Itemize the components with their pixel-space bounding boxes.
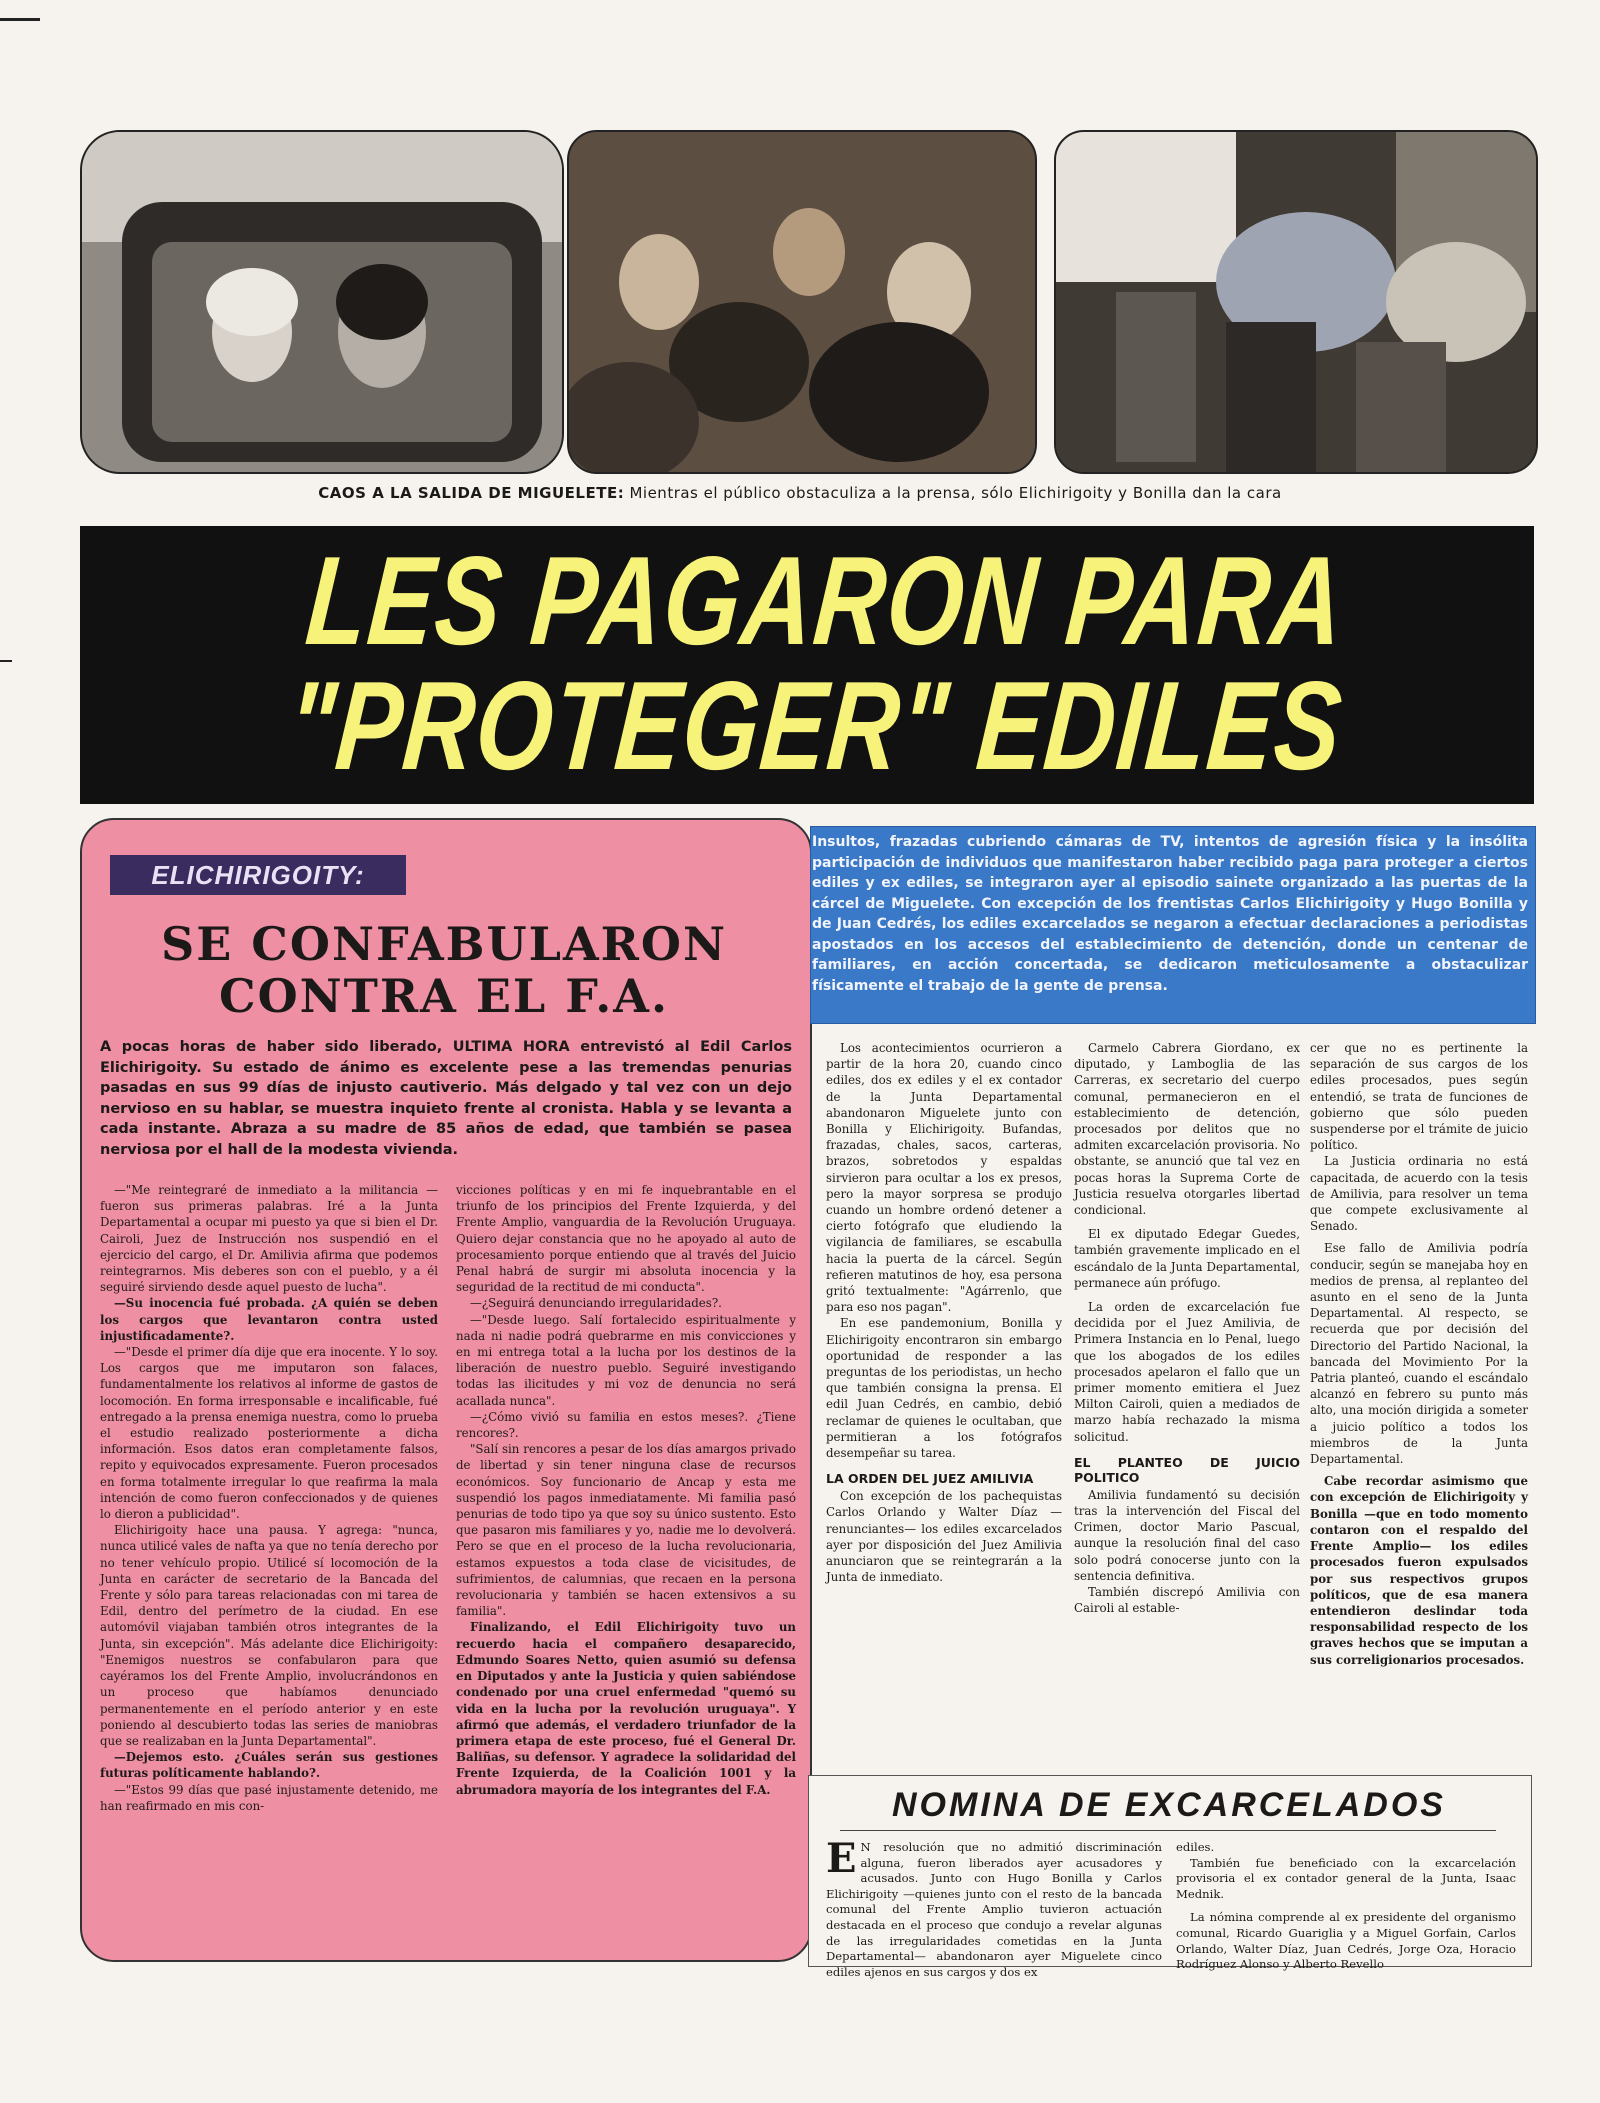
margin-mark xyxy=(0,18,40,21)
release-list-column-2 xyxy=(1176,1840,1516,1973)
lead-text: Insultos, frazadas cubriendo cámaras de TV, intentos de agresión física y la insólita participación de individuos que manifestaron haber recibido paga para proteger a ciertos ediles y ex ediles, se integraron ayer al episodio sainete organizado a las puertas de la cárcel de Miguelete. Con excepción de los frentistas Carlos Elichirigoity y Hugo Bonilla y de Juan Cedrés, los ediles excarcelados se negaron a efectuar declaraciones a periodistas apostados en los accesos del establecimiento de detención, donde un centenar de familiares, en acción concertada, se dedicaron meticulosamente a obstaculizar físicamente el trabajo de la gente de prensa. xyxy=(812,834,1528,994)
paragraph: vicciones políticas y en mi fe inquebrantable en el triunfo de los principios del Frente Izquierda, y del Frente Amplio, vanguardia de la Revolución Uruguaya. Quiero dejar constancia que no he apoyado al auto de procesamiento porque entiendo que al través del Juicio Penal habrá de surgir mi absoluta inocencia y la seguridad de la rectitud de mi conducta". xyxy=(456,1183,796,1295)
paragraph: También discrepó Amilivia con Cairoli al estable- xyxy=(1074,1585,1300,1616)
paragraph: "Salí sin rencores a pesar de los días amargos privado de libertad y sin tener ninguna clase de recursos económicos. Soy funcionario de Ancap y esta me suspendió los pagos inmediatamente. Mi familia pasó penurias de todo tipo ya que soy su único sustento. Esto que pasaron mis familiares y yo, nadie me lo devolverá. Pero se que en el proceso de la lucha revolucionaria, estamos expuestos a toda clase de vicisitudes, de sufrimientos, de calumnias, que recaen en la persona revolucionaria y también se hacen extensivos a su familia". xyxy=(456,1442,796,1619)
interview-tag: ELICHIRIGOITY: xyxy=(110,855,406,895)
paragraph: Finalizando, el Edil Elichirigoity tuvo un recuerdo hacia el compañero desaparecido, Edmundo Soares Netto, quien asumió su defensa en Diputados y ante la Justicia y quien sabiéndose condenado por una cruel enfermedad "quemó su vida en la lucha por la revolución uruguaya". Y afirmó que además, el verdadero triunfador de la primera etapa de este proceso, fué el General Dr. Baliñas, su defensor. Y agradece la solidaridad del Frente Izquierda, de la Coalición 1001 y la abrumadora mayoría de los integrantes del F.A. xyxy=(456,1620,796,1797)
paragraph: En ese pandemonium, Bonilla y Elichirigoity encontraron sin embargo oportunidad de responder a las preguntas de los periodistas, un hecho que también consigna la prensa. El edil Juan Cedrés, en cambio, debió reclamar de quienes le ocultaban, que permitieran a los fotógrafos desempeñar su tarea. xyxy=(826,1316,1062,1461)
subheading: LA ORDEN DEL JUEZ AMILIVIA xyxy=(826,1471,1034,1487)
paragraph: Los acontecimientos ocurrieron a partir de la hora 20, cuando cinco ediles, dos ex ediles y el ex contador de la Junta Departamental abandonaron Miguelete junto con Bonilla y Elichirigoity. Bufandas, frazadas, chales, sacos, carteras, brazos, sobretodos y espaldas sirvieron para ocultar a los ex presos, pero la mayor sorpresa se produjo cuando un hombre ordenó detener a cierto fotógrafo que eludiendo la vigilancia de familiares, se escabulla hacia la puerta de la cárcel. Según refieren matutinos de hoy, esa persona gritó textualmente: "Agárrenlo, que para eso nos pagan". xyxy=(826,1041,1062,1315)
interview-headline-line-1: SE CONFABULARON xyxy=(160,917,728,971)
paragraph: Elichirigoity hace una pausa. Y agrega: "nunca, nunca utilicé vales de nafta ya que no tenía derecho por no tener vehículo propio. Utilicé sí locomoción de la Junta en carácter de secretario de la Bancada del Frente y sólo para tareas relacionadas con mi tarea de Edil, dentro del perímetro de la ciudad. En ese automóvil viajaban también otros integrantes de la Junta, sin excepción". Más adelante dice Elichirigoity: "Enemigos nuestros se confabularon para que cayéramos los del Frente Amplio, involucrándonos en un proceso que habíamos denunciado permanentemente en el período anterior y en este poniendo al descubierto todas las series de maniobras que se realizaban en la Junta Departamental". xyxy=(100,1523,438,1748)
interview-column-1 xyxy=(100,1182,438,1814)
release-list-title: NOMINA DE EXCARCELADOS xyxy=(892,1786,1446,1824)
question: —¿Seguirá denunciando irregularidades?. xyxy=(470,1296,722,1311)
margin-mark xyxy=(0,660,12,662)
paragraph: La nómina comprende al ex presidente del organismo comunal, Ricardo Guariglia y a Miguel Gorfain, Carlos Orlando, Walter Díaz, Juan Cedrés, Jorge Oza, Horacio Rodríguez Alonso y Alberto Revello xyxy=(1176,1910,1516,1972)
paragraph: Con excepción de los pachequistas Carlos Orlando y Walter Díaz —renunciantes— los ediles excarcelados ayer por disposición del Juez Amilivia anunciaron que se reintegrarán a la Junta de inmediato. xyxy=(826,1489,1062,1585)
report-column-3 xyxy=(1310,1040,1528,1668)
headline-line-2: "PROTEGER" EDILES xyxy=(282,655,1348,796)
paragraph: —"Desde luego. Salí fortalecido espiritualmente y nada ni nadie podrá quebrarme en mis convicciones y en mi entrega total a la lucha por los destinos de la liberación de nuestro pueblo. Seguiré investigando todas las ilicitudes y mi voz de denuncia no será acallada nunca". xyxy=(456,1312,796,1408)
interview-column-2 xyxy=(456,1182,796,1798)
question: —Dejemos esto. ¿Cuáles serán sus gestiones futuras políticamente hablando?. xyxy=(100,1750,438,1781)
photo-blanket-cover xyxy=(1054,130,1538,474)
interview-headline-line-2: CONTRA EL F.A. xyxy=(218,969,670,1023)
paragraph: ediles. xyxy=(1176,1840,1215,1854)
report-column-2 xyxy=(1074,1040,1300,1617)
report-column-1 xyxy=(826,1040,1062,1586)
interview-intro: A pocas horas de haber sido liberado, ULTIMA HORA entrevistó al Edil Carlos Elichirigoity. Su estado de ánimo es excelente pese a las tremendas penurias pasadas en sus 99 días de injusto cautiverio. Más delgado y tal vez con un dejo nervioso en su hablar, se muestra inquieto frente al cronista. Habla y se levanta a cada instante. Abraza a su madre de 85 años de edad, que también se pasea nerviosa por el hall de la modesta vivienda. xyxy=(100,1039,792,1158)
paragraph: Cabe recordar asimismo que con excepción de Elichirigoity y Bonilla —que en todo momento contaron con el respaldo del Frente Amplio— los ediles procesados fueron expulsados por sus respectivos grupos políticos, que de esa manera entendieron deslindar toda responsabilidad respecto de los graves hechos que se imputan a sus correligionarios procesados. xyxy=(1310,1474,1528,1667)
paragraph: También fue beneficiado con la excarcelación provisoria el ex contador general de la Junta, Isaac Mednik. xyxy=(1176,1855,1516,1901)
main-headline xyxy=(263,530,1376,800)
release-list-column-1 xyxy=(826,1835,1162,1980)
photo-crowd-press xyxy=(567,130,1037,474)
subheading: EL PLANTEO DE JUICIO POLITICO xyxy=(1074,1454,1300,1485)
paragraph: La Justicia ordinaria no está capacitada, de acuerdo con la tesis de Amilivia, para resolver un tema que compete exclusivamente al Senado. xyxy=(1310,1154,1528,1234)
paragraph: —"Estos 99 días que pasé injustamente detenido, me han reafirmado en mis con- xyxy=(100,1782,438,1813)
drop-cap: E xyxy=(826,1835,857,1882)
paragraph: —"Desde el primer día dije que era inocente. Y lo soy. Los cargos que me imputaron son falaces, fundamentalmente los relativos al informe de gastos de locomoción. En forma irresponsable e incalificable, fué entregado a la prensa enemiga nuestra, como lo prueba el estudio realizado posteriormente a dicha información. Esos datos eran completamente falsos, repito y equivocados expresamente. Fueron procesados en forma totalmente irregular lo que reafirma la mala intención de como fueron confeccionados y de quienes lo dieron a publicidad". xyxy=(100,1345,438,1522)
paragraph: Amilivia fundamentó su decisión tras la intervención del Fiscal del Crimen, doctor Mario Pascual, aunque la resolución final del caso solo podrá conocerse junto con la sentencia definitiva. xyxy=(1074,1487,1300,1583)
paragraph: La orden de excarcelación fue decidida por el Juez Amilivia, de Primera Instancia en lo Penal, luego que los abogados de los ediles procesados apelaron el fallo que un primer momento emitiera el Juez Milton Cairoli, quien a mediados de marzo había rechazado la misma solicitud. xyxy=(1074,1300,1300,1444)
question: —¿Cómo vivió su familia en estos meses?. ¿Tiene rencores?. xyxy=(456,1409,796,1441)
photo-car-exit xyxy=(80,130,564,474)
headline-line-1: LES PAGARON PARA xyxy=(301,530,1350,671)
divider xyxy=(840,1830,1496,1831)
paragraph: N resolución que no admitió discriminación alguna, fueron liberados ayer acusadores y acusados. Junto con Hugo Bonilla y Carlos Elichirigoity —quienes junto con el resto de la bancada comunal del Frente Amplio tuvieron actuación destacada en el proceso que condujo a revelar algunas de las irregularidades cometidas en la Junta Departamental— abandonaron ayer Miguelete cinco ediles ajenos en sus cargos y dos ex xyxy=(826,1840,1162,1979)
paragraph: El ex diputado Edegar Guedes, también gravemente implicado en el escándalo de la Junta Departamental, permanece aún prófugo. xyxy=(1074,1227,1300,1290)
question: —Su inocencia fué probada. ¿A quién se deben los cargos que levantaron contra usted injustificadamente?. xyxy=(100,1296,438,1343)
paragraph: Ese fallo de Amilivia podría conducir, según se manejaba hoy en medios de prensa, al replanteo del asunto en el seno de la Junta Departamental. Al respecto, se recuerda que por decisión del Directorio del Partido Nacional, la bancada del Movimiento Por la Patria planteó, cuando el escándalo alcanzó en febrero su punto más alto, una moción dirigida a someter a juicio político a todos los miembros de la Junta Departamental. xyxy=(1310,1241,1528,1467)
caption-text: Mientras el público obstaculiza a la prensa, sólo Elichirigoity y Bonilla dan la cara xyxy=(624,484,1282,502)
paragraph: cer que no es pertinente la separación de sus cargos de los ediles procesados, pues según entendió, se trata de funciones de gobierno que sólo pueden suspenderse por el trámite de juicio político. xyxy=(1310,1041,1528,1153)
interview-headline xyxy=(80,918,808,1022)
paragraph: —"Me reintegraré de inmediato a la militancia —fueron sus primeras palabras. Iré a la Junta Departamental a ocupar mi puesto ya que si bien el Dr. Cairoli, Juez de Instrucción nos suspendió en el ejercicio del cargo, el Dr. Amilivia afirma que podemos reintegrarnos. Mis deberes son con el pueblo, y a él seguiré sirviendo desde aquel puesto de lucha". xyxy=(100,1183,438,1295)
photo-caption xyxy=(0,484,1600,502)
caption-lead: CAOS A LA SALIDA DE MIGUELETE: xyxy=(318,484,625,502)
paragraph: Carmelo Cabrera Giordano, ex diputado, y Lamboglia de las Carreras, ex secretario del cuerpo comunal, permanecieron en el establecimiento de detención, procesados por delitos que no admiten excarcelación provisoria. No obstante, se anunció que tal vez en pocas horas la Suprema Corte de Justicia resuelva otorgarles libertad condicional. xyxy=(1074,1041,1300,1218)
